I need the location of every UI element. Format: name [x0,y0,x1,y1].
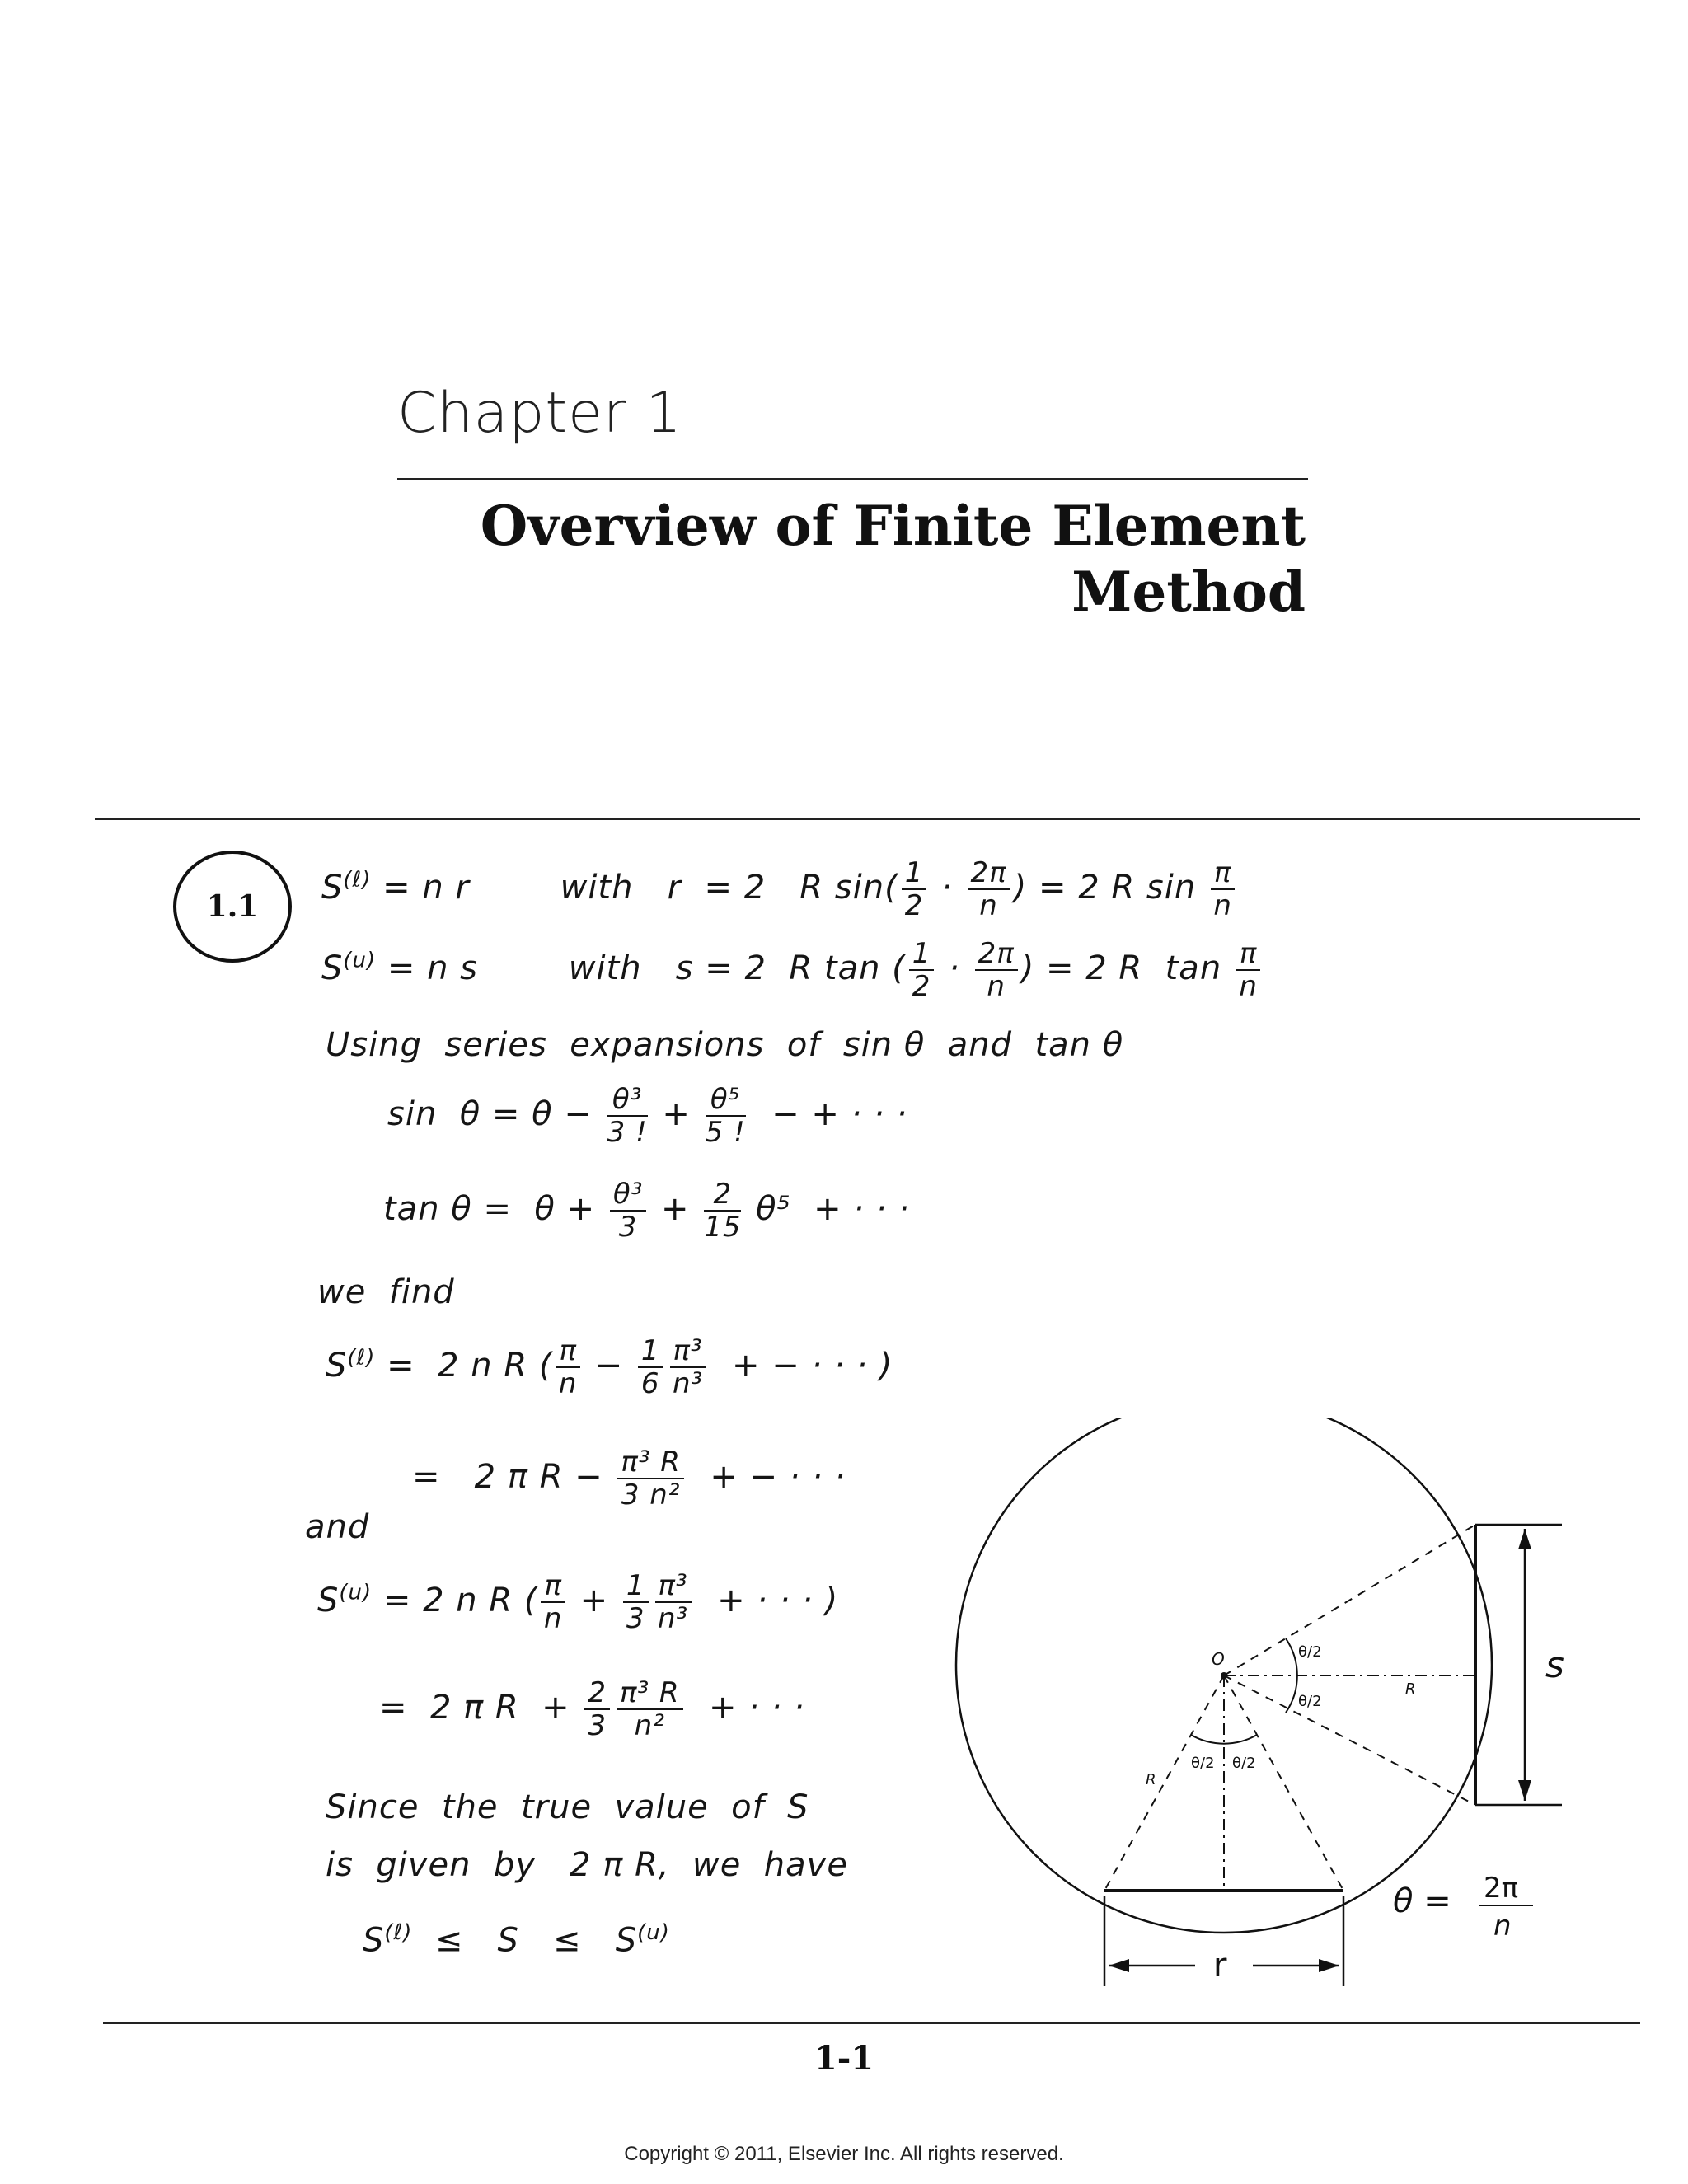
title-rule [397,478,1308,480]
radius-label-right: R [1405,1680,1416,1698]
text-line-series: Using series expansions of sin θ and tan θ [326,1026,1124,1064]
chapter-title [481,493,1306,625]
equation-s-lower-expansion: $S^{(\ell)} = 2$ n R ( $\frac{\pi}{n}$ − $\frac{1}{6}$ $\frac{\text{π³}}{\text{n³}}$ + − · · · ) [326,1334,893,1400]
equation-s-upper-expansion: $S^{(u)} = 2$ n R ( $\frac{\pi}{n}$ + $\frac{1}{3}$ $\frac{\text{π³}}{\text{n³}}$ + · · · ) [317,1569,839,1635]
side-s-label: s [1545,1644,1564,1686]
equation-sin-series: sin θ = θ − $\frac{\text{θ³}}{3 !}$ + $\frac{\text{θ⁵}}{5 !}$ − + · · · [387,1083,908,1149]
theta-numerator: 2π [1484,1872,1519,1905]
half-angle-label-lower: θ/2 [1298,1693,1322,1710]
polygon-circle-figure [948,1418,1574,1994]
problem-number-badge [173,851,292,963]
side-r-label: r [1213,1947,1227,1985]
chapter-title-line-2: Method [1071,560,1306,624]
half-angle-label-right: θ/2 [1232,1755,1256,1772]
text-line-given-by: is given by 2 π R, we have [326,1846,848,1884]
half-angle-label-upper: θ/2 [1298,1643,1322,1661]
equation-tan-series: tan θ = θ + $\frac{\text{θ³}}{3}$ + $\frac{2}{15}$ θ⁵ + · · · [383,1178,910,1244]
problem-number: 1.1 [206,889,259,924]
section-bottom-rule [103,2022,1640,2024]
center-label: O [1212,1649,1225,1669]
text-line-since: Since the true value of S [326,1788,809,1826]
text-line-and: and [305,1508,370,1546]
radius-label-left: R [1146,1771,1156,1788]
theta-denominator: n [1493,1910,1512,1943]
equation-s-upper-result: = 2 π R + $\frac{2}{3}$ $\frac{\text{π³ R}}{\text{n²}}$ + · · · [379,1676,805,1742]
text-line-we-find: we find [317,1273,455,1311]
chapter-label: Chapter 1 [397,381,682,446]
equation-line-1: $S^{(\ell)} = n$ r with r = 2 R sin( $\frac{1}{2}$ · $\frac{2\pi}{n}$ ) = 2 R sin $\frac{\pi}{n}$ [321,857,1238,921]
chapter-title-line-1: Overview of Finite Element [480,494,1306,558]
section-top-rule [95,818,1640,820]
equation-s-lower-result: = 2 π R − $\frac{\text{π³ R}}{\text{3 n²}}$ + − · · · [412,1446,846,1511]
half-angle-label-left: θ/2 [1191,1755,1215,1772]
equation-inequality: $S^{(\ell)} \le S \le S^{(u)}$ [363,1920,670,1960]
page-number: 1-1 [814,2039,874,2078]
copyright-notice: Copyright © 2011, Elsevier Inc. All rights reserved. [624,2143,1064,2165]
theta-equation-label: θ = [1393,1882,1451,1920]
equation-line-2: $S^{(u)} = n$ s with s = 2 R tan ( $\frac{1}{2}$ · $\frac{2\pi}{n}$ ) = 2 R tan $\frac{\pi}{n}$ [321,938,1264,1002]
